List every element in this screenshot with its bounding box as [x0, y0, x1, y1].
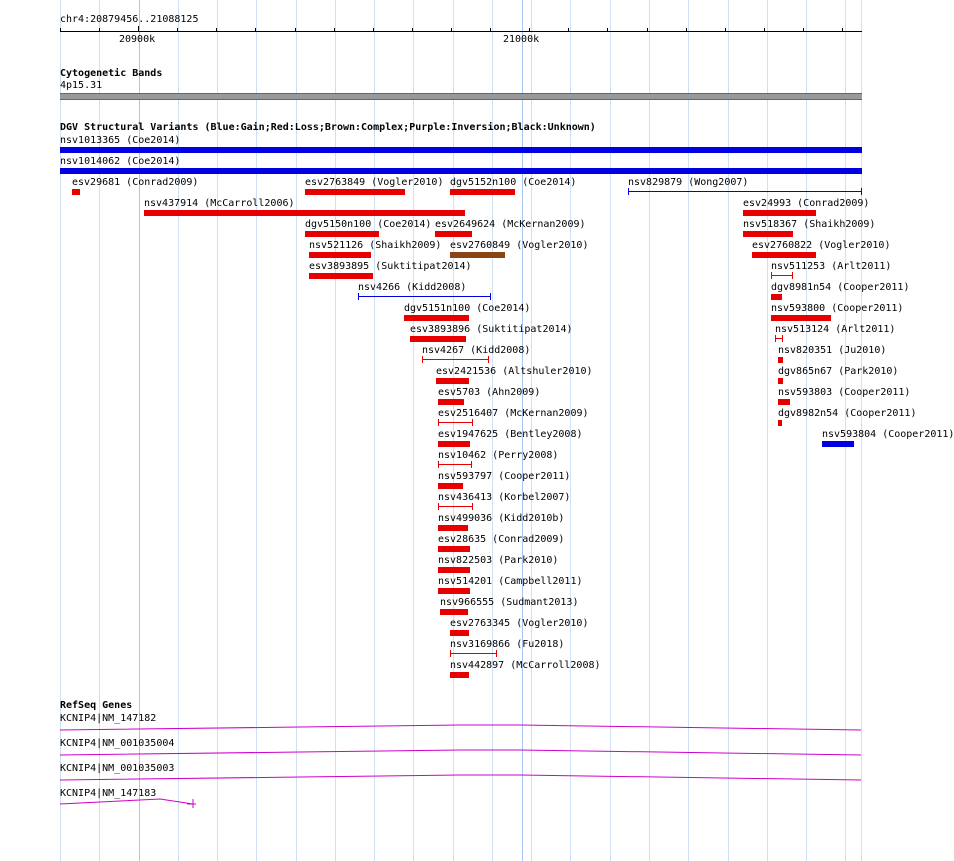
dgv-feature-label: nsv521126 (Shaikh2009)	[309, 240, 442, 251]
dgv-feature-bar[interactable]	[743, 231, 793, 237]
dgv-feature-label: nsv3169866 (Fu2018)	[450, 639, 565, 650]
grid-line	[688, 0, 689, 861]
dgv-feature-bar[interactable]	[72, 189, 80, 195]
dgv-feature-label: nsv593803 (Cooper2011)	[778, 387, 911, 398]
dgv-feature-bar[interactable]	[438, 567, 470, 573]
dgv-feature-endcap	[496, 650, 497, 657]
ruler-tick	[764, 28, 765, 32]
dgv-feature-bar[interactable]	[743, 210, 816, 216]
dgv-feature-label: nsv822503 (Park2010)	[438, 555, 559, 566]
dgv-feature-label: esv29681 (Conrad2009)	[72, 177, 199, 188]
dgv-feature-label: esv2516407 (McKernan2009)	[438, 408, 589, 419]
ruler-tick	[647, 28, 648, 32]
dgv-feature-label: nsv511253 (Arlt2011)	[771, 261, 892, 272]
dgv-feature-bar[interactable]	[305, 231, 379, 237]
dgv-feature-label: esv2763849 (Vogler2010)	[305, 177, 444, 188]
dgv-feature-bar[interactable]	[438, 588, 470, 594]
dgv-feature-bar[interactable]	[144, 210, 465, 216]
dgv-feature-endcap	[792, 272, 793, 279]
dgv-feature-label: nsv593804 (Cooper2011)	[822, 429, 954, 440]
dgv-feature-label: nsv1013365 (Coe2014)	[60, 135, 181, 146]
dgv-feature-bar[interactable]	[438, 525, 468, 531]
dgv-feature-label: dgv8982n54 (Cooper2011)	[778, 408, 917, 419]
dgv-feature-endcap	[771, 272, 772, 279]
dgv-feature-bar[interactable]	[60, 168, 862, 174]
dgv-feature-label: esv2760822 (Vogler2010)	[752, 240, 891, 251]
dgv-feature-label: nsv1014062 (Coe2014)	[60, 156, 181, 167]
ruler-tick	[686, 28, 687, 32]
dgv-feature-bar[interactable]	[440, 609, 468, 615]
dgv-feature-label: nsv820351 (Ju2010)	[778, 345, 887, 356]
dgv-feature-label: nsv514201 (Campbell2011)	[438, 576, 583, 587]
dgv-feature-bar[interactable]	[410, 336, 466, 342]
dgv-feature-bar[interactable]	[778, 399, 790, 405]
dgv-feature-label: nsv499036 (Kidd2010b)	[438, 513, 565, 524]
dgv-feature-label: esv2649624 (McKernan2009)	[435, 219, 586, 230]
dgv-feature-bar[interactable]	[435, 231, 472, 237]
dgv-feature-label: nsv442897 (McCarroll2008)	[450, 660, 601, 671]
dgv-feature-label: nsv593800 (Cooper2011)	[771, 303, 904, 314]
dgv-feature-bar[interactable]	[450, 252, 505, 258]
dgv-feature-label: esv3893896 (Suktitipat2014)	[410, 324, 573, 335]
ruler-tick	[490, 28, 491, 32]
ruler-tick	[725, 28, 726, 32]
refseq-gene-label: KCNIP4|NM_001035004	[60, 738, 175, 749]
dgv-feature-line[interactable]	[438, 422, 473, 423]
dgv-feature-bar[interactable]	[436, 378, 469, 384]
dgv-feature-label: nsv513124 (Arlt2011)	[775, 324, 896, 335]
dgv-feature-line[interactable]	[438, 464, 472, 465]
refseq-gene-line	[60, 750, 861, 755]
dgv-feature-bar[interactable]	[771, 315, 831, 321]
dgv-feature-label: dgv865n67 (Park2010)	[778, 366, 899, 377]
ruler-tick	[216, 28, 217, 32]
ruler-tick	[803, 28, 804, 32]
ruler-tick-label: 21000k	[503, 34, 540, 45]
dgv-feature-bar[interactable]	[438, 441, 470, 447]
dgv-feature-label: esv2421536 (Altshuler2010)	[436, 366, 593, 377]
dgv-feature-label: nsv593797 (Cooper2011)	[438, 471, 571, 482]
dgv-feature-label: nsv4267 (Kidd2008)	[422, 345, 531, 356]
dgv-feature-endcap	[472, 503, 473, 510]
dgv-track-title: DGV Structural Variants (Blue:Gain;Red:Loss;Brown:Complex;Purple:Inversion;Black:Unknown)	[60, 122, 596, 133]
cytoband-bar[interactable]	[60, 93, 862, 100]
ruler-axis[interactable]	[60, 31, 862, 32]
dgv-feature-label: esv3893895 (Suktitipat2014)	[309, 261, 472, 272]
cytoband-label: 4p15.31	[60, 80, 103, 91]
dgv-feature-line[interactable]	[771, 275, 793, 276]
dgv-feature-endcap	[775, 335, 776, 342]
refseq-gene-line	[60, 775, 861, 780]
dgv-feature-bar[interactable]	[778, 420, 782, 426]
dgv-feature-bar[interactable]	[752, 252, 816, 258]
cytoband-track-title: Cytogenetic Bands	[60, 68, 163, 79]
dgv-feature-line[interactable]	[438, 506, 473, 507]
dgv-feature-label: esv24993 (Conrad2009)	[743, 198, 870, 209]
dgv-feature-endcap	[358, 293, 359, 300]
refseq-gene-label: KCNIP4|NM_147183	[60, 788, 157, 799]
dgv-feature-line[interactable]	[450, 653, 497, 654]
dgv-feature-line[interactable]	[358, 296, 491, 297]
dgv-feature-label: nsv4266 (Kidd2008)	[358, 282, 467, 293]
grid-line	[806, 0, 807, 861]
dgv-feature-endcap	[438, 419, 439, 426]
dgv-feature-endcap	[488, 356, 489, 363]
grid-line	[649, 0, 650, 861]
dgv-feature-label: nsv829879 (Wong2007)	[628, 177, 749, 188]
dgv-feature-label: esv2763345 (Vogler2010)	[450, 618, 589, 629]
dgv-feature-bar[interactable]	[822, 441, 854, 447]
dgv-feature-endcap	[450, 650, 451, 657]
grid-line	[610, 0, 611, 861]
dgv-feature-bar[interactable]	[778, 357, 783, 363]
refseq-gene-label: KCNIP4|NM_147182	[60, 713, 157, 724]
dgv-feature-bar[interactable]	[438, 546, 470, 552]
ruler-tick	[412, 28, 413, 32]
dgv-feature-label: nsv966555 (Sudmant2013)	[440, 597, 579, 608]
refseq-gene-line	[60, 799, 193, 804]
dgv-feature-endcap	[472, 419, 473, 426]
ruler-tick	[373, 28, 374, 32]
grid-line	[767, 0, 768, 861]
ruler-tick	[334, 28, 335, 32]
dgv-feature-label: dgv5151n100 (Coe2014)	[404, 303, 531, 314]
dgv-feature-endcap	[490, 293, 491, 300]
dgv-feature-label: nsv437914 (McCarroll2006)	[144, 198, 295, 209]
dgv-feature-bar[interactable]	[309, 273, 373, 279]
dgv-feature-endcap	[438, 503, 439, 510]
ruler-tick-label: 20900k	[119, 34, 156, 45]
dgv-feature-label: nsv10462 (Perry2008)	[438, 450, 559, 461]
dgv-feature-label: esv1947625 (Bentley2008)	[438, 429, 583, 440]
ruler-tick	[60, 28, 61, 32]
dgv-feature-line[interactable]	[628, 191, 862, 192]
ruler-tick	[607, 28, 608, 32]
ruler-tick	[568, 28, 569, 32]
dgv-feature-label: nsv518367 (Shaikh2009)	[743, 219, 876, 230]
dgv-feature-label: esv5703 (Ahn2009)	[438, 387, 541, 398]
dgv-feature-bar[interactable]	[438, 399, 464, 405]
dgv-feature-endcap	[861, 188, 862, 195]
ruler-tick	[177, 28, 178, 32]
ruler-tick	[255, 28, 256, 32]
refseq-track-title: RefSeq Genes	[60, 700, 133, 711]
dgv-feature-bar[interactable]	[438, 483, 463, 489]
dgv-feature-bar[interactable]	[60, 147, 862, 153]
dgv-feature-bar[interactable]	[309, 252, 371, 258]
dgv-feature-endcap	[471, 461, 472, 468]
refseq-gene-line	[60, 725, 861, 730]
dgv-feature-bar[interactable]	[404, 315, 469, 321]
grid-line	[728, 0, 729, 861]
dgv-feature-label: nsv436413 (Korbel2007)	[438, 492, 571, 503]
dgv-feature-endcap	[438, 461, 439, 468]
ruler-tick	[295, 28, 296, 32]
ruler-tick	[99, 28, 100, 32]
ruler-coordinates: chr4:20879456..21088125	[60, 14, 199, 25]
dgv-feature-label: esv28635 (Conrad2009)	[438, 534, 565, 545]
ruler-tick	[529, 28, 530, 32]
dgv-feature-bar[interactable]	[450, 630, 469, 636]
dgv-feature-label: dgv5152n100 (Coe2014)	[450, 177, 577, 188]
dgv-feature-bar[interactable]	[771, 294, 782, 300]
dgv-feature-bar[interactable]	[450, 189, 515, 195]
ruler-tick	[138, 26, 139, 32]
dgv-feature-line[interactable]	[422, 359, 489, 360]
dgv-feature-endcap	[628, 188, 629, 195]
dgv-feature-label: dgv8981n54 (Cooper2011)	[771, 282, 910, 293]
dgv-feature-bar[interactable]	[778, 378, 783, 384]
ruler-tick	[451, 28, 452, 32]
dgv-feature-endcap	[422, 356, 423, 363]
dgv-feature-bar[interactable]	[450, 672, 469, 678]
dgv-feature-bar[interactable]	[305, 189, 405, 195]
ruler-tick	[842, 28, 843, 32]
dgv-feature-label: dgv5150n100 (Coe2014)	[305, 219, 432, 230]
dgv-feature-label: esv2760849 (Vogler2010)	[450, 240, 589, 251]
refseq-gene-label: KCNIP4|NM_001035003	[60, 763, 175, 774]
dgv-feature-endcap	[782, 335, 783, 342]
